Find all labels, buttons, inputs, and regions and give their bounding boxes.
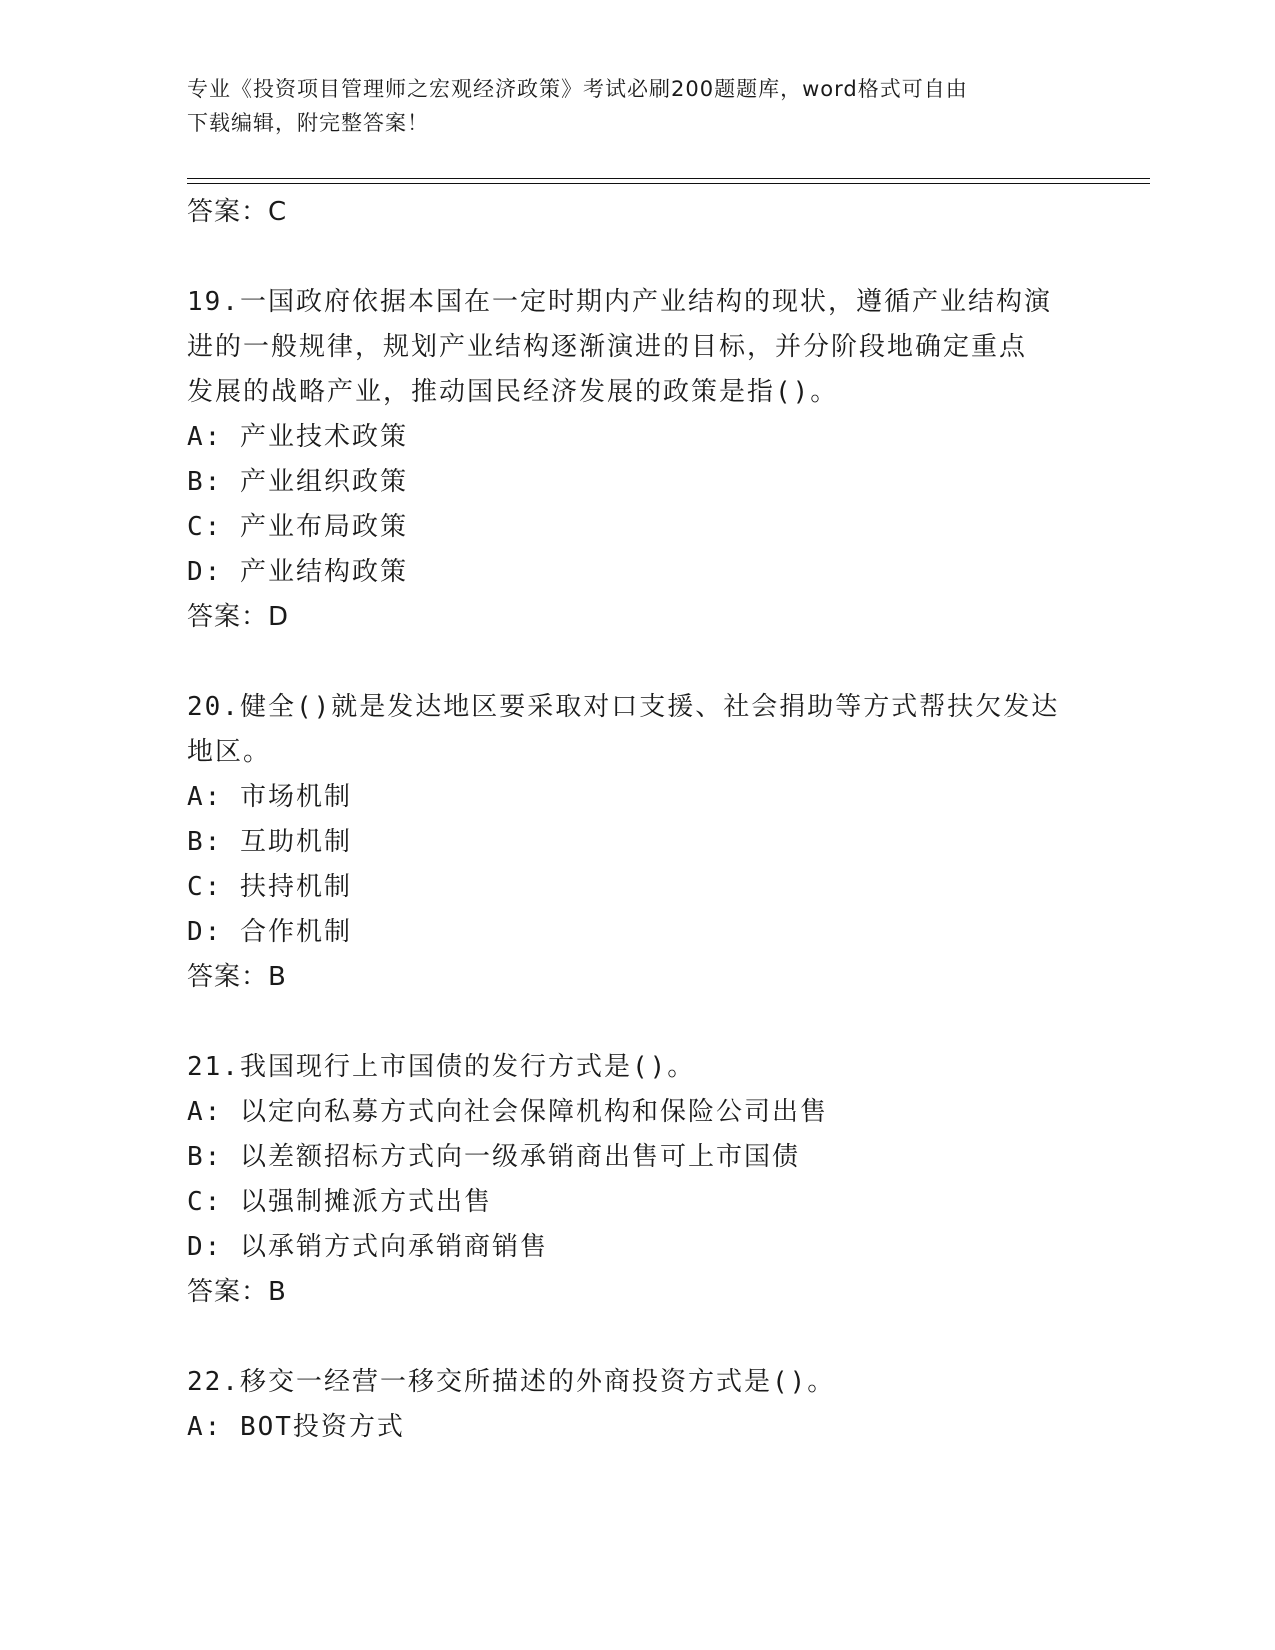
spacer bbox=[187, 1315, 1087, 1360]
option-d: D: 以承销方式向承销商销售 bbox=[187, 1232, 548, 1262]
question-21 bbox=[187, 1045, 1087, 1315]
question-stem-line: 19.一国政府依据本国在一定时期内产业结构的现状，遵循产业结构演 bbox=[187, 287, 1052, 317]
answer-label: 答案：B bbox=[187, 962, 287, 992]
option-a: A: 以定向私募方式向社会保障机构和保险公司出售 bbox=[187, 1097, 828, 1127]
question-22 bbox=[187, 1360, 1087, 1450]
option-b: B: 以差额招标方式向一级承销商出售可上市国债 bbox=[187, 1142, 800, 1172]
option-c: C: 扶持机制 bbox=[187, 872, 352, 902]
option-d: D: 合作机制 bbox=[187, 917, 352, 947]
question-stem-line: 进的一般规律，规划产业结构逐渐演进的目标，并分阶段地确定重点 bbox=[187, 332, 1028, 362]
option-a: A: 产业技术政策 bbox=[187, 422, 408, 452]
spacer bbox=[187, 235, 1087, 280]
document-body bbox=[187, 190, 1087, 1450]
option-b: B: 产业组织政策 bbox=[187, 467, 408, 497]
option-a: A: BOT投资方式 bbox=[187, 1412, 405, 1442]
question-19 bbox=[187, 280, 1087, 640]
header-line-2: 下载编辑，附完整答案！ bbox=[187, 111, 429, 135]
answer-label: 答案：C bbox=[187, 197, 288, 227]
option-d: D: 产业结构政策 bbox=[187, 557, 408, 587]
option-c: C: 以强制摊派方式出售 bbox=[187, 1187, 492, 1217]
spacer bbox=[187, 1000, 1087, 1045]
option-b: B: 互助机制 bbox=[187, 827, 352, 857]
question-stem-line: 21.我国现行上市国债的发行方式是()。 bbox=[187, 1052, 696, 1082]
question-stem-line: 20.健全()就是发达地区要采取对口支援、社会捐助等方式帮扶欠发达 bbox=[187, 692, 1060, 722]
question-20 bbox=[187, 685, 1087, 1000]
header-rule-bottom bbox=[187, 183, 1150, 184]
option-a: A: 市场机制 bbox=[187, 782, 352, 812]
question-stem-line: 发展的战略产业，推动国民经济发展的政策是指()。 bbox=[187, 377, 839, 407]
header-rule-top bbox=[187, 178, 1150, 179]
option-c: C: 产业布局政策 bbox=[187, 512, 408, 542]
document-header bbox=[187, 72, 1067, 140]
question-stem-line: 22.移交一经营一移交所描述的外商投资方式是()。 bbox=[187, 1367, 836, 1397]
spacer bbox=[187, 640, 1087, 685]
header-line-1: 专业《投资项目管理师之宏观经济政策》考试必刷200题题库，word格式可自由 bbox=[187, 77, 968, 101]
question-stem-line: 地区。 bbox=[187, 737, 272, 767]
answer-label: 答案：B bbox=[187, 1277, 287, 1307]
answer-label: 答案：D bbox=[187, 602, 290, 632]
